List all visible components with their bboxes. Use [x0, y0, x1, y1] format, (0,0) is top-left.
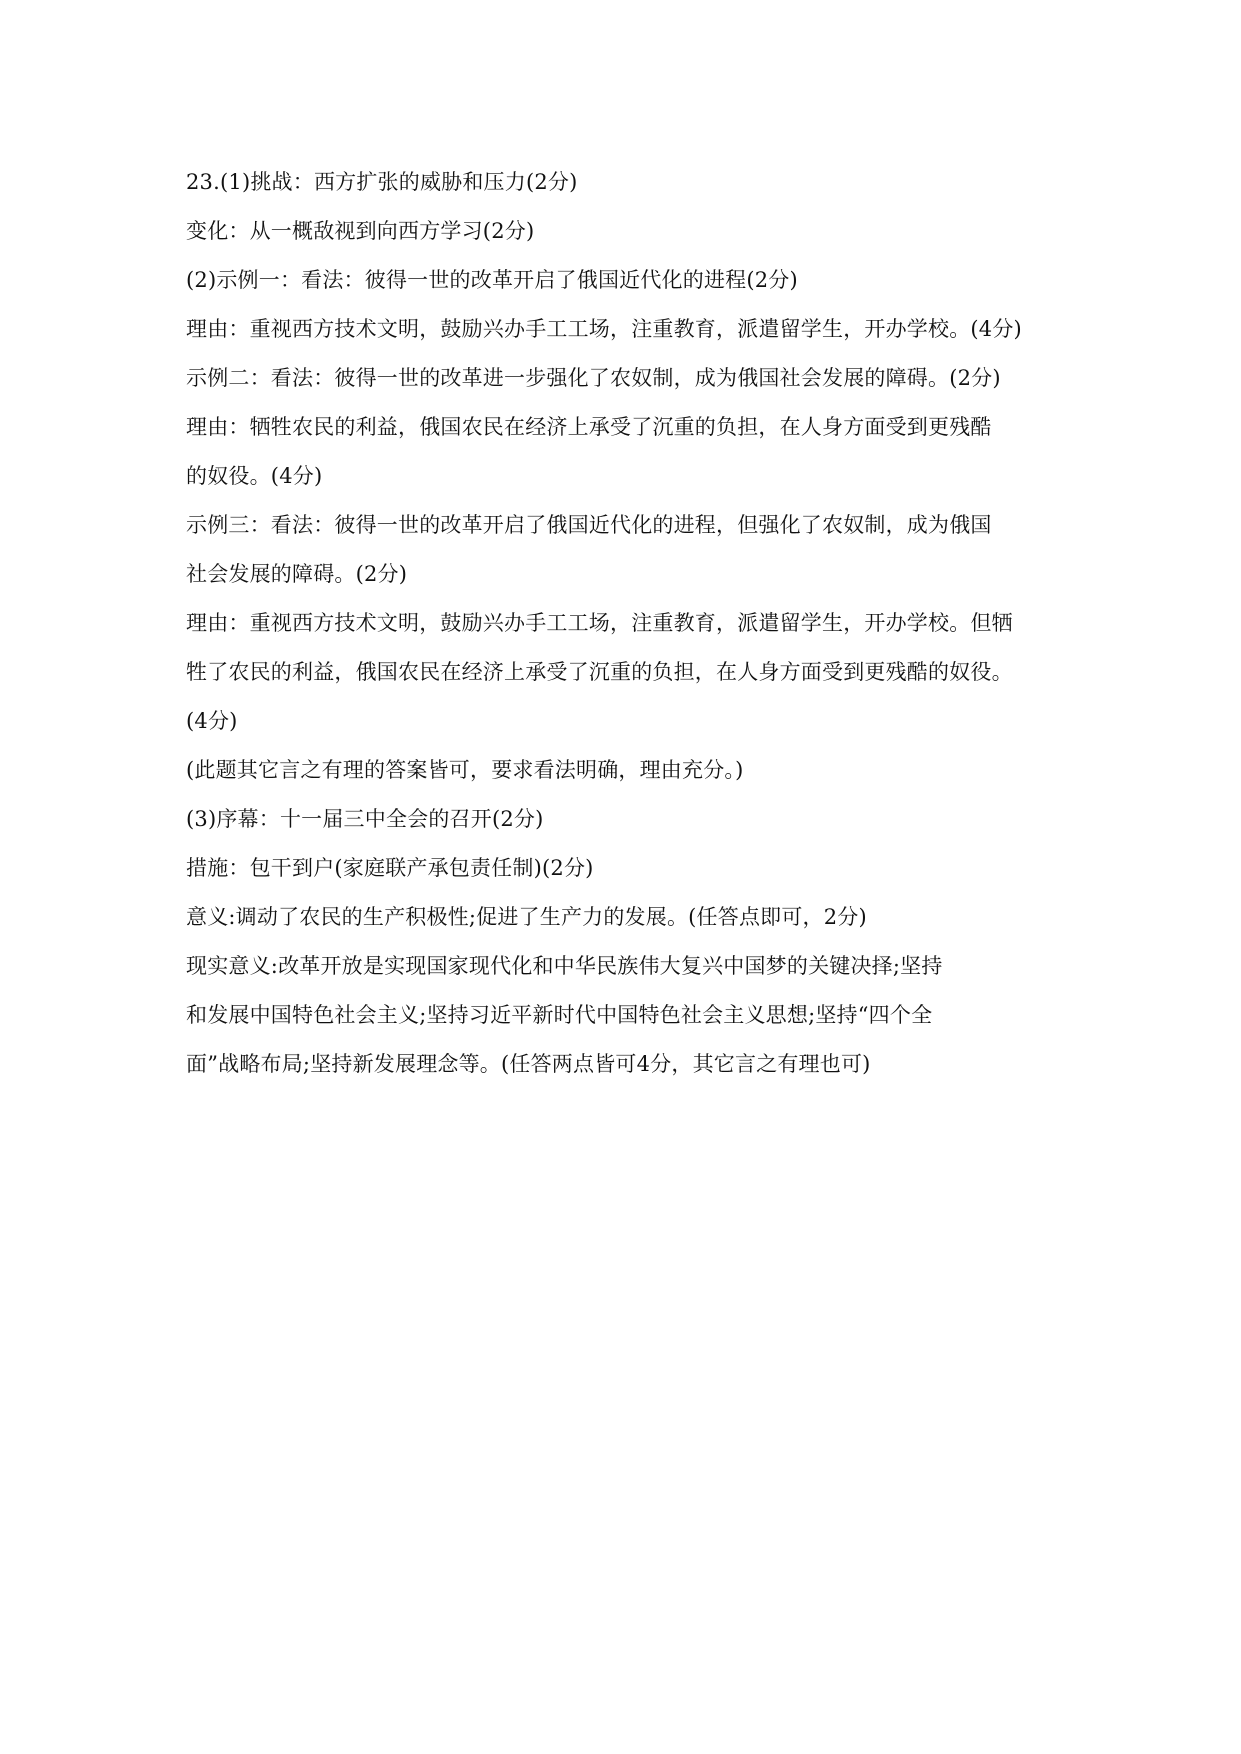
answer-line: 示例三：看法：彼得一世的改革开启了俄国近代化的进程，但强化了农奴制，成为俄国	[186, 513, 992, 537]
answer-line: (此题其它言之有理的答案皆可，要求看法明确，理由充分。)	[186, 758, 744, 782]
answer-line: 理由：牺牲农民的利益，俄国农民在经济上承受了沉重的负担，在人身方面受到更残酷	[186, 415, 992, 439]
answer-line: (4分)	[186, 709, 238, 733]
answer-line: 现实意义:改革开放是实现国家现代化和中华民族伟大复兴中国梦的关键决择;坚持	[186, 954, 943, 978]
answer-line: 意义:调动了农民的生产积极性;促进了生产力的发展。(任答点即可，2分)	[186, 905, 867, 929]
answer-line: 示例二：看法：彼得一世的改革进一步强化了农奴制，成为俄国社会发展的障碍。(2分)	[186, 366, 1001, 390]
answer-line: (3)序幕：十一届三中全会的召开(2分)	[186, 807, 544, 831]
answer-line: 的奴役。(4分)	[186, 464, 323, 488]
answer-line: 理由：重视西方技术文明，鼓励兴办手工工场，注重教育，派遣留学生，开办学校。但牺	[186, 611, 1013, 635]
answer-line: 社会发展的障碍。(2分)	[186, 562, 408, 586]
answer-text-block	[186, 158, 1066, 1089]
answer-line: (2)示例一：看法：彼得一世的改革开启了俄国近代化的进程(2分)	[186, 268, 798, 292]
answer-line: 牲了农民的利益，俄国农民在经济上承受了沉重的负担，在人身方面受到更残酷的奴役。	[186, 660, 1013, 684]
answer-line: 措施：包干到户(家庭联产承包责任制)(2分)	[186, 856, 594, 880]
answer-line: 变化：从一概敌视到向西方学习(2分)	[186, 219, 535, 243]
answer-line: 23.(1)挑战：西方扩张的威胁和压力(2分)	[186, 170, 578, 194]
answer-line: 面”战略布局;坚持新发展理念等。(任答两点皆可4分，其它言之有理也可)	[186, 1052, 871, 1076]
answer-line: 理由：重视西方技术文明，鼓励兴办手工工场，注重教育，派遣留学生，开办学校。(4分)	[186, 317, 1022, 341]
answer-line: 和发展中国特色社会主义;坚持习近平新时代中国特色社会主义思想;坚持“四个全	[186, 1003, 933, 1027]
